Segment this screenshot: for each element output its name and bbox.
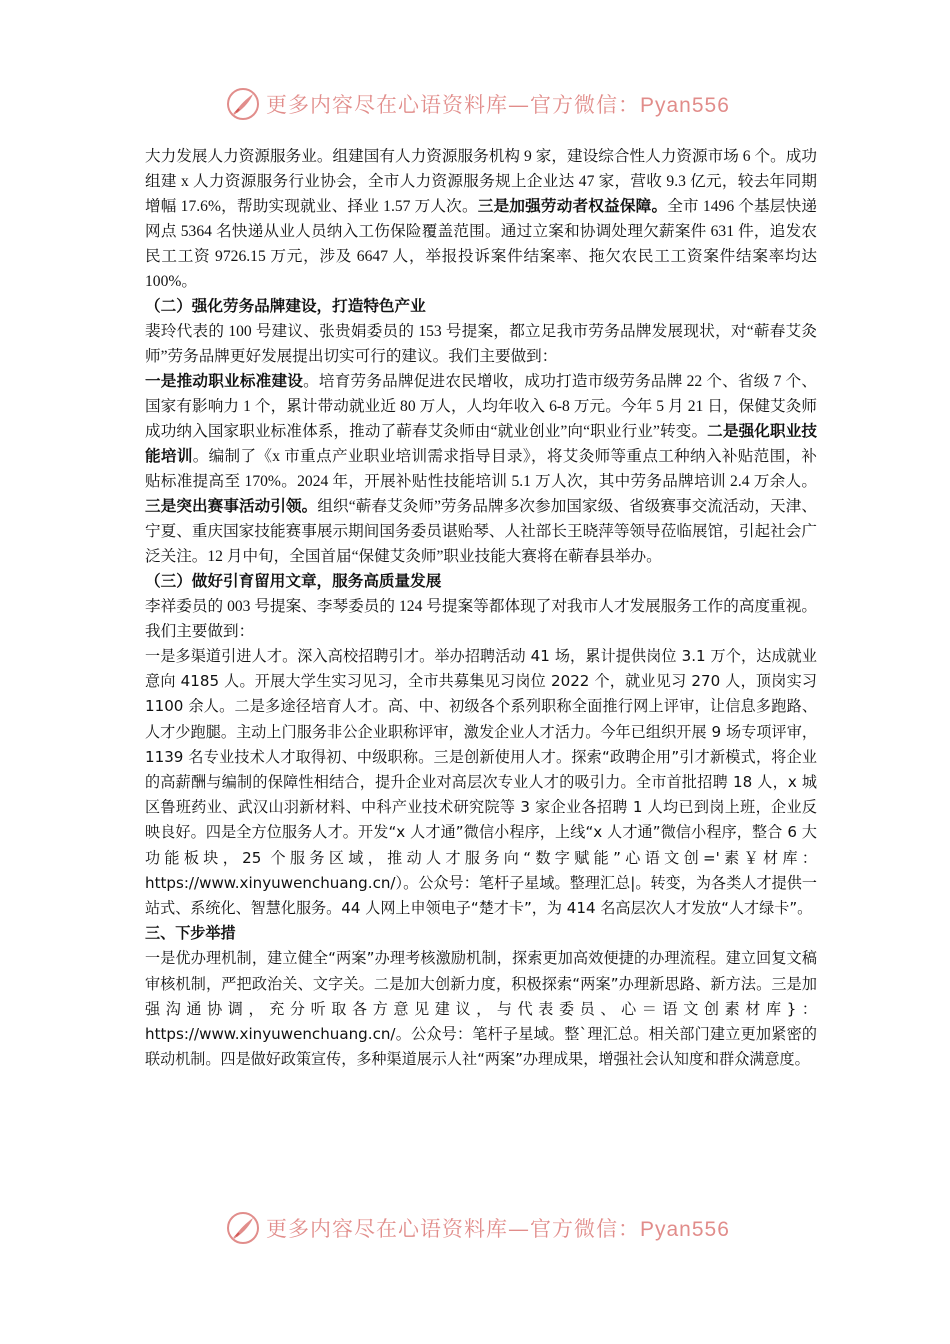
section-lower	[145, 644, 817, 1072]
section-upper	[145, 144, 817, 644]
paragraph-talent-measures: 一是多渠道引进人才。深入高校招聘引才。举办招聘活动 41 场，累计提供岗位 3.1 万个，达成就业意向 4185 人。开展大学生实习见习，全市共募集见习岗位 2022 个，就业见习 270 人，顶岗实习 1100 余人。二是多途径培育人才。高、中、初级各个系列职称全面推行网上评审，让信息多跑路、人才少跑腿。主动上门服务非公企业职称评审，激发企业人才活力。今年已组织开展 9 场专项评审，1139 名专业技术人才取得初、中级职称。三是创新使用人才。探索“政聘企用”引才新模式，将企业的高薪酬与编制的保障性相结合，提升企业对高层次专业人才的吸引力。全市首批招聘 18 人，x 城区鲁班药业、武汉山羽新材料、中科产业技术研究院等 3 家企业各招聘 1 人均已到岗上班，企业反映良好。四是全方位服务人才。开发“x 人才通”微信小程序，上线“x 人才通”微信小程序，整合 6 大功能板块，25 个服务区域，推动人才服务向“数字赋能”心语文创='素￥材库：https://www.xinyuwenchuang.cn/）。公众号：笔杆子星域。整理汇总|。转变，为各类人才提供一站式、系统化、智慧化服务。44 人网上申领电子“楚才卡”，为 414 名高层次人才发放“人才绿卡”。	[145, 647, 817, 918]
heading-labor-brand: （二）强化劳务品牌建设，打造特色产业	[145, 298, 426, 315]
header-watermark	[0, 84, 950, 124]
paragraph-brand-measures: 一是推动职业标准建设。培育劳务品牌促进农民增收，成功打造市级劳务品牌 22 个、省级 7 个、国家有影响力 1 个，累计带动就业近 80 万人，人均年收入 6-8 万元。今年 5 月 21 日，保健艾灸师成功纳入国家职业标准体系，推动了蕲春艾灸师由“就业创业”向“职业行业”转变。二是强化职业技能培训。编制了《x 市重点产业职业培训需求指导目录》，将艾灸师等重点工种纳入补贴范围，补贴标准提高至 170%。2024 年，开展补贴性技能培训 5.1 万人次，其中劳务品牌培训 2.4 万余人。三是突出赛事活动引领。组织“蕲春艾灸师”劳务品牌多次参加国家级、省级赛事交流活动，天津、宁夏、重庆国家技能赛事展示期间国务委员谌贻琴、人社部长王晓萍等领导莅临展馆，引起社会广泛关注。12 月中旬，全国首届“保健艾灸师”职业技能大赛将在蕲春县举办。	[145, 373, 817, 565]
quill-logo-icon	[226, 1211, 260, 1245]
heading-talent: （三）做好引育留用文章，服务高质量发展	[145, 573, 442, 590]
paragraph-next-steps: 一是优办理机制，建立健全“两案”办理考核激励机制，探索更加高效便捷的办理流程。建立回复文稿审核机制，严把政治关、文字关。二是加大创新力度，积极探索“两案”办理新思路、新方法。三是加强沟通协调，充分听取各方意见建议，与代表委员、心＝语文创素材库}：https://www.xinyuwenchuang.cn/。公众号：笔杆子星域。整`理汇总。相关部门建立更加紧密的联动机制。四是做好政策宣传，多种渠道展示人社“两案”办理成果，增强社会认知度和群众满意度。	[145, 949, 817, 1069]
paragraph-hr-services: 大力发展人力资源服务业。组建国有人力资源服务机构 9 家，建设综合性人力资源市场 6 个。成功组建 x 人力资源服务行业协会，全市人力资源服务规上企业达 47 家，营收 9.3 亿元，较去年同期增幅 17.6%，帮助实现就业、择业 1.57 万人次。三是加强劳动者权益保障。全市 1496 个基层快递网点 5364 名快递从业人员纳入工伤保险覆盖范围。通过立案和协调处理欠薪案件 631 件，追发农民工工资 9726.15 万元，涉及 6647 人，举报投诉案件结案率、拖欠农民工工资案件结案率均达 100%。	[145, 148, 817, 290]
document-body	[145, 144, 817, 1072]
watermark-text: 更多内容尽在心语资料库—官方微信：Pyan556	[266, 1217, 730, 1241]
paragraph-talent-intro: 李祥委员的 003 号提案、李琴委员的 124 号提案等都体现了对我市人才发展服务工作的高度重视。我们主要做到：	[145, 598, 817, 640]
watermark-text: 更多内容尽在心语资料库—官方微信：Pyan556	[266, 93, 730, 117]
quill-logo-icon	[226, 87, 260, 121]
paragraph-brand-intro: 裴玲代表的 100 号建议、张贵娟委员的 153 号提案，都立足我市劳务品牌发展现状，对“蕲春艾灸师”劳务品牌更好发展提出切实可行的建议。我们主要做到：	[145, 323, 817, 365]
footer-watermark	[0, 1208, 950, 1248]
heading-next-steps: 三、下步举措	[145, 924, 236, 943]
